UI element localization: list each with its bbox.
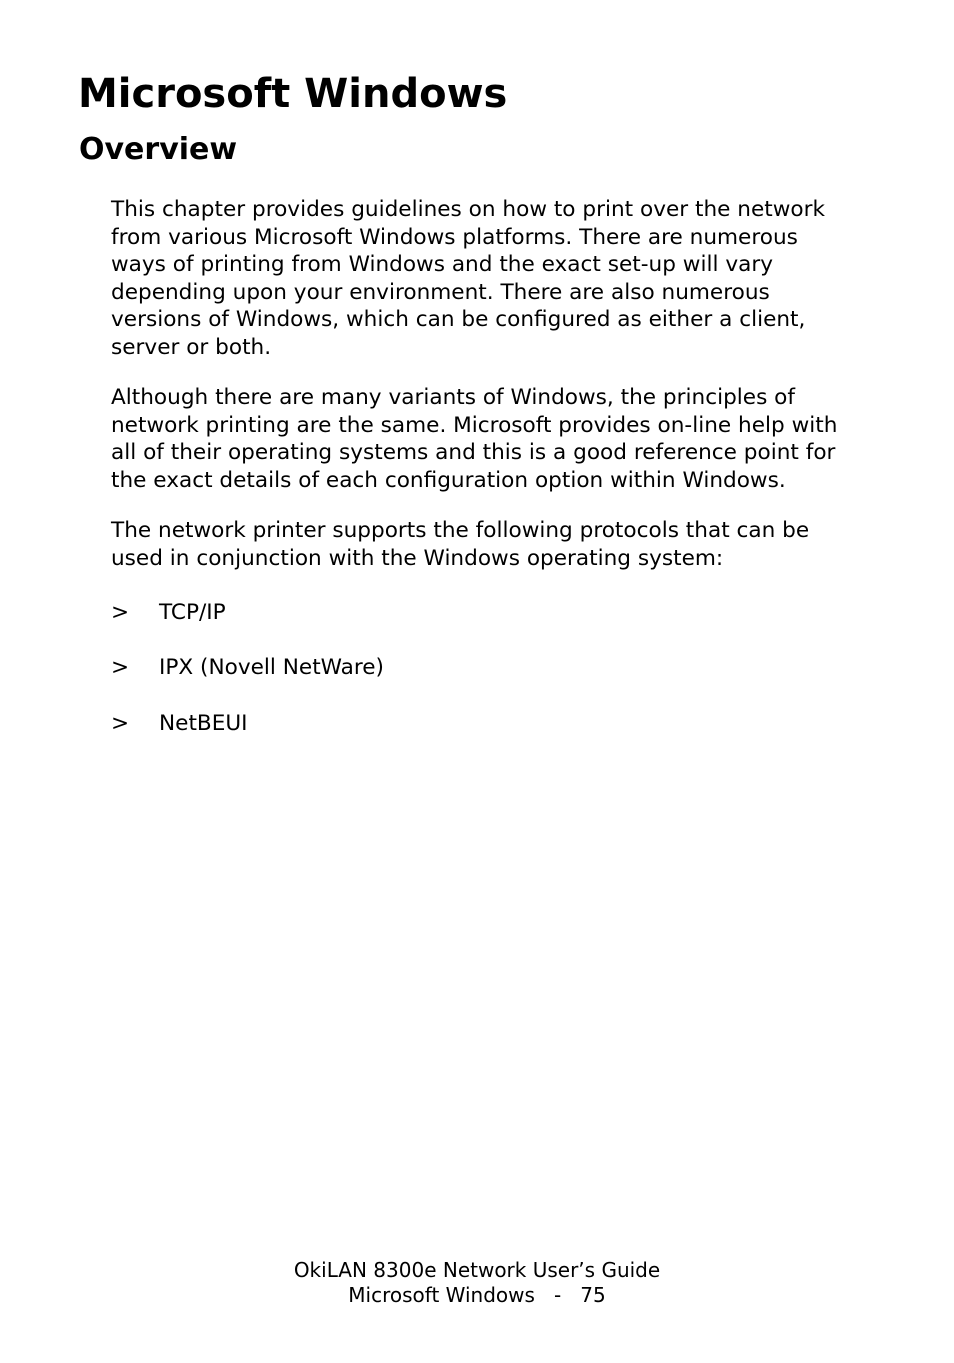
- section-heading-overview: Overview: [79, 132, 238, 167]
- protocol-list-item: [111, 710, 248, 738]
- text-line: from various Microsoft Windows platforms. There are numerous: [111, 224, 798, 250]
- paragraph-intro: [111, 196, 891, 361]
- text-line: all of their operating systems and this is a good reference point for: [111, 440, 836, 465]
- text-line: server or both.: [111, 334, 272, 360]
- text-line: This chapter provides guidelines on how to print over the network: [111, 197, 825, 222]
- footer-guide-title: OkiLAN 8300e Network User’s Guide: [293, 1258, 661, 1282]
- text-line: network printing are the same. Microsoft provides on-line help with: [111, 412, 838, 438]
- bullet-marker: >: [111, 600, 130, 625]
- text-line: used in conjunction with the Windows operating system:: [111, 545, 724, 571]
- protocol-name: TCP/IP: [159, 600, 226, 625]
- bullet-marker: >: [111, 655, 130, 680]
- footer-chapter-page: Microsoft Windows - 75: [348, 1283, 606, 1307]
- paragraph-principles: [111, 384, 891, 494]
- protocol-list-item: [111, 654, 384, 682]
- bullet-marker: >: [111, 711, 130, 736]
- text-line: Although there are many variants of Windows, the principles of: [111, 385, 795, 410]
- page-title: Microsoft Windows: [78, 71, 508, 117]
- text-line: ways of printing from Windows and the exact set-up will vary: [111, 252, 773, 277]
- protocol-name: NetBEUI: [159, 711, 248, 736]
- text-line: the exact details of each configuration option within Windows.: [111, 467, 786, 493]
- protocol-name: IPX (Novell NetWare): [159, 655, 384, 680]
- paragraph-protocols: [111, 517, 891, 572]
- protocol-list-item: [111, 599, 226, 627]
- text-line: depending upon your environment. There are also numerous: [111, 279, 770, 305]
- text-line: The network printer supports the following protocols that can be: [111, 518, 810, 543]
- text-line: versions of Windows, which can be configured as either a client,: [111, 307, 806, 332]
